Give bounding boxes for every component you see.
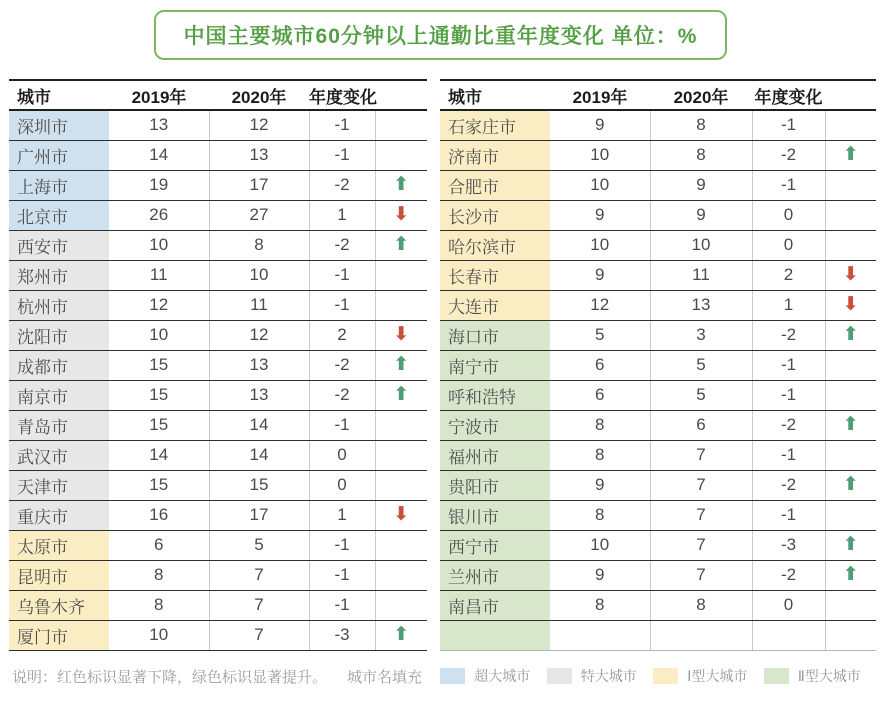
value-2020-cell: 5 [209, 530, 309, 560]
value-2020-cell: 10 [650, 230, 752, 260]
value-change-cell: 0 [752, 200, 825, 230]
table-row [440, 110, 876, 140]
value-2019-cell: 14 [109, 140, 209, 170]
value-change-cell: -1 [309, 530, 375, 560]
value-change-cell: -1 [752, 110, 825, 140]
city-cell: 银川市 [440, 500, 550, 530]
down-arrow-icon: ⬇ [393, 204, 410, 225]
value-2019-cell: 10 [550, 140, 650, 170]
value-2020-cell: 7 [650, 440, 752, 470]
down-arrow-icon: ⬇ [842, 294, 859, 315]
value-change-cell: -3 [309, 620, 375, 650]
value-2019-cell: 9 [550, 470, 650, 500]
legend-item [440, 666, 530, 686]
value-change-cell: -1 [752, 500, 825, 530]
arrow-cell [825, 410, 876, 440]
city-cell: 昆明市 [9, 560, 109, 590]
value-2019-cell: 13 [109, 110, 209, 140]
value-2019-cell: 10 [109, 620, 209, 650]
arrow-cell [825, 470, 876, 500]
value-2020-cell: 7 [650, 560, 752, 590]
value-change-cell: -1 [752, 170, 825, 200]
city-cell: 南京市 [9, 380, 109, 410]
commute-table-left [9, 79, 427, 651]
city-cell: 石家庄市 [440, 110, 550, 140]
value-change-cell: -1 [309, 560, 375, 590]
city-cell: 深圳市 [9, 110, 109, 140]
arrow-cell [375, 380, 427, 410]
column-header: 2019年 [550, 80, 650, 110]
city-cell [440, 620, 550, 650]
city-cell: 贵阳市 [440, 470, 550, 500]
down-arrow-icon: ⬇ [842, 264, 859, 285]
table-row [440, 260, 876, 290]
city-cell: 长沙市 [440, 200, 550, 230]
value-change-cell: -2 [309, 230, 375, 260]
arrow-cell [375, 500, 427, 530]
value-change-cell: -1 [752, 380, 825, 410]
value-change-cell: 0 [309, 440, 375, 470]
value-2020-cell: 13 [209, 140, 309, 170]
arrow-cell [825, 230, 876, 260]
up-arrow-icon: ⬆ [842, 474, 859, 495]
arrow-cell [375, 200, 427, 230]
table-row [440, 290, 876, 320]
value-2019-cell: 8 [109, 560, 209, 590]
arrow-cell [375, 170, 427, 200]
value-change-cell: 0 [752, 590, 825, 620]
value-2020-cell: 12 [209, 320, 309, 350]
value-2019-cell: 6 [550, 350, 650, 380]
legend-item [764, 666, 861, 686]
header-row [440, 80, 876, 110]
page [0, 10, 881, 706]
city-cell: 南宁市 [440, 350, 550, 380]
value-2019-cell: 15 [109, 350, 209, 380]
table-row [440, 470, 876, 500]
city-cell: 重庆市 [9, 500, 109, 530]
footer [0, 666, 881, 687]
table-row [9, 170, 427, 200]
value-2019-cell: 15 [109, 410, 209, 440]
city-cell: 呼和浩特 [440, 380, 550, 410]
value-2019-cell: 9 [550, 110, 650, 140]
city-cell: 宁波市 [440, 410, 550, 440]
column-header: 城市 [9, 80, 109, 110]
value-2019-cell: 10 [550, 530, 650, 560]
value-2020-cell: 9 [650, 170, 752, 200]
city-cell: 郑州市 [9, 260, 109, 290]
column-header-arrow [825, 80, 876, 110]
value-2020-cell: 13 [650, 290, 752, 320]
table-row [9, 590, 427, 620]
value-2020-cell: 7 [650, 530, 752, 560]
arrow-cell [825, 620, 876, 650]
legend-swatch-type2 [764, 668, 789, 684]
arrow-cell [375, 560, 427, 590]
legend-label: 超大城市 [474, 668, 531, 684]
column-header-arrow [375, 80, 427, 110]
table-row [440, 380, 876, 410]
column-header: 年度变化 [752, 80, 825, 110]
value-2020-cell: 6 [650, 410, 752, 440]
commute-table-right [440, 79, 876, 651]
legend-swatch-mega [547, 668, 572, 684]
value-change-cell: -1 [309, 410, 375, 440]
value-2019-cell: 15 [109, 380, 209, 410]
value-change-cell: -2 [752, 410, 825, 440]
arrow-cell [825, 140, 876, 170]
arrow-cell [375, 260, 427, 290]
city-cell: 天津市 [9, 470, 109, 500]
city-cell: 海口市 [440, 320, 550, 350]
value-2020-cell: 11 [650, 260, 752, 290]
value-2020-cell: 14 [209, 440, 309, 470]
table-row [440, 590, 876, 620]
table-row [440, 620, 876, 650]
value-2019-cell: 8 [109, 590, 209, 620]
up-arrow-icon: ⬆ [393, 624, 410, 645]
tier-legend [432, 666, 869, 686]
table-row [9, 350, 427, 380]
value-change-cell: -2 [309, 170, 375, 200]
value-change-cell: -2 [309, 350, 375, 380]
tables-container [0, 79, 881, 651]
down-arrow-icon: ⬇ [393, 504, 410, 525]
arrow-cell [825, 110, 876, 140]
table-row [9, 200, 427, 230]
value-2019-cell: 12 [109, 290, 209, 320]
arrow-cell [375, 350, 427, 380]
up-arrow-icon: ⬆ [842, 144, 859, 165]
value-change-cell: -2 [752, 470, 825, 500]
city-cell: 上海市 [9, 170, 109, 200]
table-row [440, 560, 876, 590]
value-change-cell: 1 [309, 500, 375, 530]
table-row [440, 350, 876, 380]
arrow-cell [825, 380, 876, 410]
arrow-cell [825, 260, 876, 290]
value-2020-cell: 8 [650, 140, 752, 170]
value-2020-cell: 7 [209, 620, 309, 650]
city-cell: 沈阳市 [9, 320, 109, 350]
arrow-cell [375, 140, 427, 170]
value-change-cell: -2 [752, 140, 825, 170]
up-arrow-icon: ⬆ [393, 354, 410, 375]
value-2020-cell: 14 [209, 410, 309, 440]
value-change-cell: -1 [309, 590, 375, 620]
value-2020-cell: 5 [650, 350, 752, 380]
table-row [9, 260, 427, 290]
city-cell: 杭州市 [9, 290, 109, 320]
value-2019-cell: 10 [550, 230, 650, 260]
value-2019-cell: 26 [109, 200, 209, 230]
city-cell: 成都市 [9, 350, 109, 380]
value-change-cell: 2 [752, 260, 825, 290]
city-cell: 青岛市 [9, 410, 109, 440]
column-header: 2019年 [109, 80, 209, 110]
value-2020-cell [650, 620, 752, 650]
table-row [9, 140, 427, 170]
value-2020-cell: 8 [650, 110, 752, 140]
arrow-cell [375, 110, 427, 140]
footnote: 说明：红色标识显著下降，绿色标识显著提升。 [12, 668, 328, 686]
city-cell: 南昌市 [440, 590, 550, 620]
value-2019-cell: 12 [550, 290, 650, 320]
table-row [9, 110, 427, 140]
legend-swatch-type1 [653, 668, 678, 684]
value-2020-cell: 7 [650, 500, 752, 530]
city-cell: 兰州市 [440, 560, 550, 590]
table-row [9, 470, 427, 500]
up-arrow-icon: ⬆ [842, 324, 859, 345]
value-change-cell [752, 620, 825, 650]
value-change-cell: -2 [752, 560, 825, 590]
value-2019-cell: 5 [550, 320, 650, 350]
page-title: 中国主要城市60分钟以上通勤比重年度变化 单位：% [183, 25, 698, 48]
value-change-cell: -1 [309, 140, 375, 170]
arrow-cell [825, 350, 876, 380]
arrow-cell [825, 500, 876, 530]
value-2020-cell: 5 [650, 380, 752, 410]
value-2019-cell: 19 [109, 170, 209, 200]
value-2019-cell: 6 [109, 530, 209, 560]
table-row [440, 230, 876, 260]
value-change-cell: -2 [752, 320, 825, 350]
value-2020-cell: 3 [650, 320, 752, 350]
value-change-cell: 1 [752, 290, 825, 320]
value-2020-cell: 12 [209, 110, 309, 140]
up-arrow-icon: ⬆ [393, 384, 410, 405]
value-2020-cell: 7 [209, 560, 309, 590]
city-cell: 西安市 [9, 230, 109, 260]
table-row [440, 170, 876, 200]
city-cell: 合肥市 [440, 170, 550, 200]
value-2020-cell: 27 [209, 200, 309, 230]
city-cell: 广州市 [9, 140, 109, 170]
value-2020-cell: 17 [209, 500, 309, 530]
legend-item [547, 666, 637, 686]
value-2020-cell: 17 [209, 170, 309, 200]
value-2019-cell: 8 [550, 590, 650, 620]
value-2020-cell: 9 [650, 200, 752, 230]
table-row [440, 200, 876, 230]
table-row [9, 320, 427, 350]
city-cell: 北京市 [9, 200, 109, 230]
table-row [440, 440, 876, 470]
legend-swatch-super [440, 668, 465, 684]
value-change-cell: -1 [309, 260, 375, 290]
arrow-cell [825, 560, 876, 590]
arrow-cell [375, 320, 427, 350]
value-2019-cell: 11 [109, 260, 209, 290]
arrow-cell [825, 290, 876, 320]
value-change-cell: 0 [752, 230, 825, 260]
value-2019-cell: 9 [550, 260, 650, 290]
value-2019-cell: 14 [109, 440, 209, 470]
city-cell: 厦门市 [9, 620, 109, 650]
value-2019-cell: 8 [550, 440, 650, 470]
city-cell: 乌鲁木齐 [9, 590, 109, 620]
arrow-cell [375, 590, 427, 620]
up-arrow-icon: ⬆ [393, 174, 410, 195]
value-change-cell: -2 [309, 380, 375, 410]
value-change-cell: 0 [309, 470, 375, 500]
table-row [9, 620, 427, 650]
legend-label: Ⅱ型大城市 [797, 668, 861, 684]
down-arrow-icon: ⬇ [393, 324, 410, 345]
city-cell: 福州市 [440, 440, 550, 470]
value-change-cell: -1 [309, 290, 375, 320]
column-header: 城市 [440, 80, 550, 110]
table-row [9, 530, 427, 560]
column-header: 2020年 [650, 80, 752, 110]
arrow-cell [375, 470, 427, 500]
legend-label: 特大城市 [580, 668, 637, 684]
table-row [9, 290, 427, 320]
value-2019-cell: 9 [550, 200, 650, 230]
city-cell: 太原市 [9, 530, 109, 560]
value-change-cell: -1 [752, 440, 825, 470]
table-row [440, 320, 876, 350]
arrow-cell [825, 440, 876, 470]
table-row [9, 380, 427, 410]
value-change-cell: -1 [309, 110, 375, 140]
arrow-cell [375, 620, 427, 650]
value-2020-cell: 13 [209, 350, 309, 380]
value-change-cell: -1 [752, 350, 825, 380]
up-arrow-icon: ⬆ [842, 564, 859, 585]
value-2020-cell: 13 [209, 380, 309, 410]
table-row [440, 140, 876, 170]
table-row [9, 230, 427, 260]
value-2020-cell: 7 [650, 470, 752, 500]
value-2019-cell: 6 [550, 380, 650, 410]
arrow-cell [825, 200, 876, 230]
arrow-cell [825, 170, 876, 200]
value-2019-cell: 10 [109, 320, 209, 350]
city-cell: 长春市 [440, 260, 550, 290]
up-arrow-icon: ⬆ [842, 414, 859, 435]
city-cell: 大连市 [440, 290, 550, 320]
value-2019-cell [550, 620, 650, 650]
city-cell: 西宁市 [440, 530, 550, 560]
city-cell: 哈尔滨市 [440, 230, 550, 260]
column-header: 2020年 [209, 80, 309, 110]
value-2019-cell: 9 [550, 560, 650, 590]
column-header: 年度变化 [309, 80, 375, 110]
table-row [440, 410, 876, 440]
arrow-cell [375, 230, 427, 260]
legend-label: Ⅰ型大城市 [687, 668, 748, 684]
value-2020-cell: 11 [209, 290, 309, 320]
value-2019-cell: 10 [109, 230, 209, 260]
table-row [9, 560, 427, 590]
value-2020-cell: 8 [209, 230, 309, 260]
legend-item [653, 666, 747, 686]
value-2020-cell: 15 [209, 470, 309, 500]
table-row [9, 500, 427, 530]
arrow-cell [825, 530, 876, 560]
table-row [440, 530, 876, 560]
table-row [440, 500, 876, 530]
value-change-cell: 2 [309, 320, 375, 350]
value-2020-cell: 7 [209, 590, 309, 620]
table-row [9, 410, 427, 440]
value-change-cell: 1 [309, 200, 375, 230]
header-row [9, 80, 427, 110]
up-arrow-icon: ⬆ [393, 234, 410, 255]
value-2019-cell: 15 [109, 470, 209, 500]
value-2019-cell: 8 [550, 500, 650, 530]
value-2020-cell: 8 [650, 590, 752, 620]
city-fill-label: 城市名填充 [347, 668, 423, 686]
value-change-cell: -3 [752, 530, 825, 560]
arrow-cell [375, 290, 427, 320]
value-2019-cell: 16 [109, 500, 209, 530]
up-arrow-icon: ⬆ [842, 534, 859, 555]
title-box [154, 10, 728, 60]
arrow-cell [825, 320, 876, 350]
city-cell: 济南市 [440, 140, 550, 170]
arrow-cell [825, 590, 876, 620]
arrow-cell [375, 530, 427, 560]
value-2019-cell: 8 [550, 410, 650, 440]
value-2020-cell: 10 [209, 260, 309, 290]
city-cell: 武汉市 [9, 440, 109, 470]
value-2019-cell: 10 [550, 170, 650, 200]
table-row [9, 440, 427, 470]
arrow-cell [375, 410, 427, 440]
arrow-cell [375, 440, 427, 470]
